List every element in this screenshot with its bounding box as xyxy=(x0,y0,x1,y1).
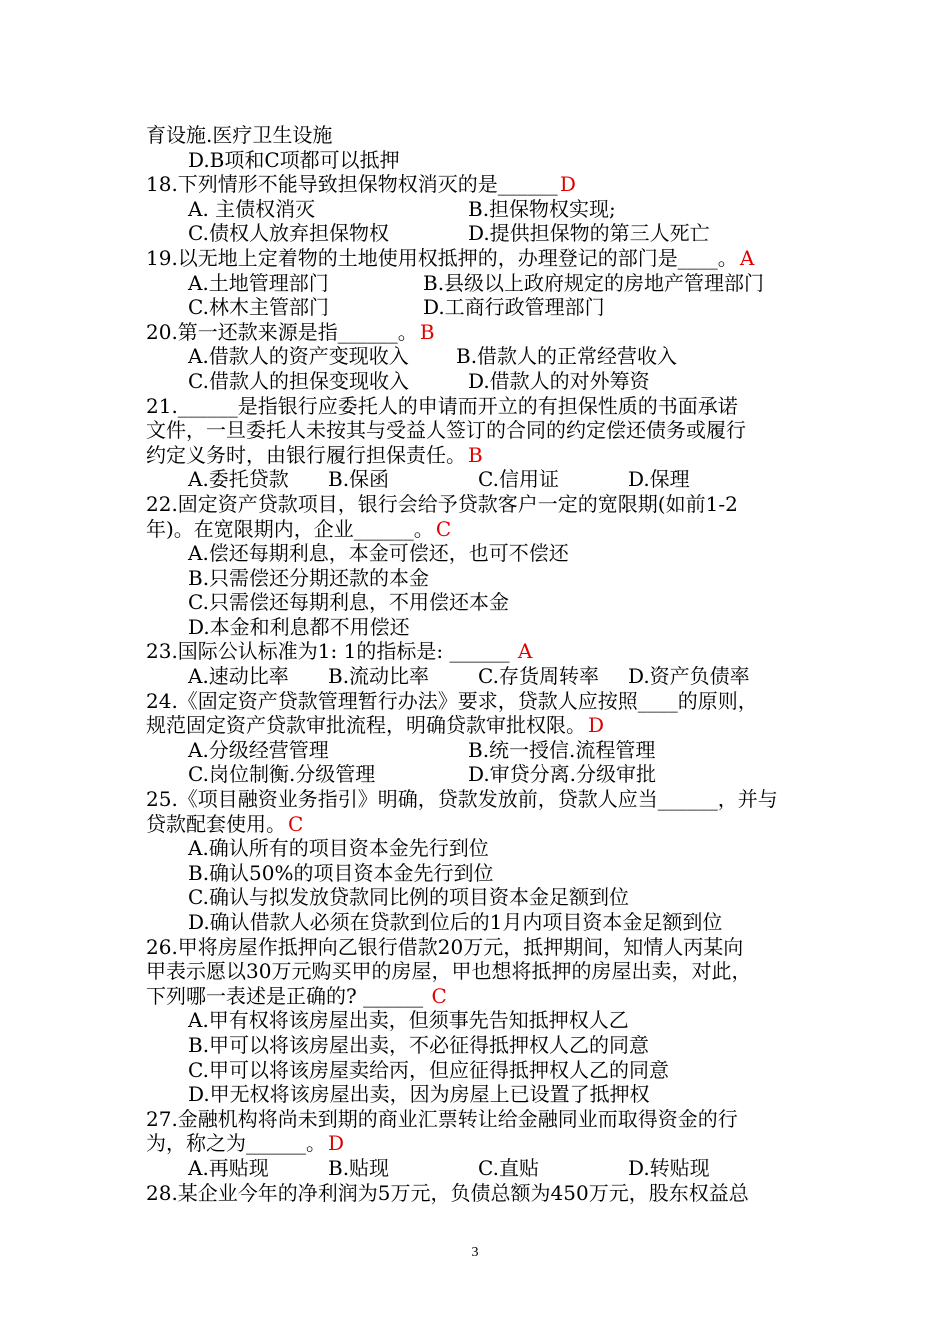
option-b: B.流动比率 xyxy=(328,664,430,689)
option-b: B.担保物权实现; xyxy=(468,196,616,221)
line-text: 28.某企业今年的净利润为5万元，负债总额为450万元，股东权益总 xyxy=(146,1180,749,1205)
option-line xyxy=(146,885,806,910)
answer-key: C xyxy=(435,516,452,541)
text-line xyxy=(146,959,806,984)
option-b: D.审贷分离.分级审批 xyxy=(468,762,657,787)
option-a: C.林木主管部门 xyxy=(188,295,329,320)
question-line xyxy=(146,1131,806,1156)
option-b: B.借款人的正常经营收入 xyxy=(456,344,678,369)
text-line xyxy=(146,935,806,960)
option-text: C.甲可以将该房屋卖给丙，但应征得抵押权人乙的同意 xyxy=(188,1057,669,1082)
option-b: D.借款人的对外筹资 xyxy=(468,368,650,393)
option-row xyxy=(146,221,806,246)
option-a: A. 主债权消灭 xyxy=(188,196,316,221)
question-text: 下列哪一表述是正确的? ______ xyxy=(146,983,430,1008)
option-line xyxy=(146,861,806,886)
option-line xyxy=(146,566,806,591)
question-text: 23.国际公认标准为1: 1的指标是: ______ xyxy=(146,639,516,664)
option-text: A.偿还每期利息，本金可偿还，也可不偿还 xyxy=(188,541,569,566)
answer-key: B xyxy=(419,319,435,344)
option-line xyxy=(146,541,806,566)
option-line xyxy=(146,836,806,861)
answer-key: D xyxy=(559,172,576,197)
question-line xyxy=(146,246,806,271)
option-a: C.债权人放弃担保物权 xyxy=(188,221,389,246)
option-row xyxy=(146,1156,806,1181)
option-b: B.保函 xyxy=(328,467,390,492)
text-line xyxy=(146,1107,806,1132)
answer-key: C xyxy=(431,983,447,1008)
question-text: 规范固定资产贷款审批流程，明确贷款审批权限。 xyxy=(146,713,586,738)
option-text: C.确认与拟发放贷款同比例的项目资本金足额到位 xyxy=(188,885,629,910)
answer-key: C xyxy=(288,811,304,836)
question-line xyxy=(146,812,806,837)
option-a: C.借款人的担保变现收入 xyxy=(188,368,409,393)
option-line xyxy=(146,1033,806,1058)
text-line xyxy=(146,1181,806,1206)
option-row xyxy=(146,344,806,369)
question-line xyxy=(146,713,806,738)
option-d: D.保理 xyxy=(628,467,690,492)
question-text: 19.以无地上定着物的土地使用权抵押的，办理登记的部门是____。 xyxy=(146,245,738,270)
option-line xyxy=(146,1082,806,1107)
option-c: C.存货周转率 xyxy=(478,664,599,689)
option-line xyxy=(146,1058,806,1083)
line-text: 21.______是指银行应委托人的申请而开立的有担保性质的书面承诺 xyxy=(146,393,738,418)
option-c: C.信用证 xyxy=(478,467,559,492)
option-row xyxy=(146,467,806,492)
line-text: 育设施.医疗卫生设施 xyxy=(146,123,333,147)
option-line xyxy=(146,910,806,935)
question-line xyxy=(146,172,806,197)
option-d: D.转贴现 xyxy=(628,1155,710,1180)
option-row xyxy=(146,369,806,394)
option-row xyxy=(146,762,806,787)
option-c: C.直贴 xyxy=(478,1155,539,1180)
question-text: 为，称之为______。 xyxy=(146,1131,326,1156)
option-a: A.分级经营管理 xyxy=(188,737,329,762)
question-text: 18.下列情形不能导致担保物权消灭的是______ xyxy=(146,172,558,197)
line-text: 26.甲将房屋作抵押向乙银行借款20万元，抵押期间，知情人丙某向 xyxy=(146,934,744,959)
option-row xyxy=(146,271,806,296)
question-line xyxy=(146,517,806,542)
option-b: D.工商行政管理部门 xyxy=(423,295,605,320)
text-line xyxy=(146,787,806,812)
question-line xyxy=(146,984,806,1009)
text-line xyxy=(146,689,806,714)
line-text: 25.《项目融资业务指引》明确，贷款发放前，贷款人应当______，并与 xyxy=(146,787,778,812)
question-line xyxy=(146,320,806,345)
option-a: C.岗位制衡.分级管理 xyxy=(188,762,376,787)
answer-key: A xyxy=(739,245,755,270)
option-a: A.速动比率 xyxy=(188,664,289,689)
option-d: D.资产负债率 xyxy=(628,664,750,689)
option-text: D.本金和利息都不用偿还 xyxy=(188,614,410,639)
answer-key: B xyxy=(468,442,483,467)
answer-key: A xyxy=(517,639,533,664)
option-text: B.只需偿还分期还款的本金 xyxy=(188,565,430,590)
option-line xyxy=(146,615,806,640)
option-b: B.县级以上政府规定的房地产管理部门 xyxy=(423,270,765,295)
option-b: B.贴现 xyxy=(328,1155,390,1180)
line-text: 24.《固定资产贷款管理暂行办法》要求，贷款人应按照____的原则， xyxy=(146,688,758,713)
option-text: B.确认50%的项目资本金先行到位 xyxy=(188,860,494,885)
option-a: A.借款人的资产变现收入 xyxy=(188,344,409,369)
option-b: D.提供担保物的第三人死亡 xyxy=(468,221,710,246)
question-text: 年)。在宽限期内，企业______。 xyxy=(146,516,434,541)
option-line xyxy=(146,590,806,615)
question-text: 贷款配套使用。 xyxy=(146,811,286,836)
text-line xyxy=(146,123,806,148)
option-b: B.统一授信.流程管理 xyxy=(468,737,656,762)
option-text: C.只需偿还每期利息，不用偿还本金 xyxy=(188,590,509,615)
text-line xyxy=(146,394,806,419)
option-row xyxy=(146,738,806,763)
option-row xyxy=(146,197,806,222)
option-row xyxy=(146,295,806,320)
option-a: A.再贴现 xyxy=(188,1155,269,1180)
option-text: B.甲可以将该房屋出卖，不必征得抵押权人乙的同意 xyxy=(188,1032,650,1057)
question-text: 约定义务时，由银行履行担保责任。 xyxy=(146,442,466,467)
option-text: D.B项和C项都可以抵押 xyxy=(188,147,400,172)
line-text: 文件，一旦委托人未按其与受益人签订的合同的约定偿还债务或履行 xyxy=(146,418,746,443)
answer-key: D xyxy=(588,713,605,738)
question-line xyxy=(146,443,806,468)
option-text: A.甲有权将该房屋出卖，但须事先告知抵押权人乙 xyxy=(188,1008,629,1033)
option-a: A.土地管理部门 xyxy=(188,270,329,295)
answer-key: D xyxy=(328,1131,345,1156)
line-text: 甲表示愿以30万元购买甲的房屋，甲也想将抵押的房屋出卖，对此， xyxy=(146,959,752,984)
question-line xyxy=(146,639,806,664)
option-line xyxy=(146,148,806,173)
option-row xyxy=(146,664,806,689)
document-body xyxy=(146,123,806,1205)
line-text: 22.固定资产贷款项目，银行会给予贷款客户一定的宽限期(如前1-2 xyxy=(146,491,738,516)
question-text: 20.第一还款来源是指______。 xyxy=(146,319,418,344)
option-text: D.甲无权将该房屋出卖，因为房屋上已设置了抵押权 xyxy=(188,1082,650,1107)
option-text: A.确认所有的项目资本金先行到位 xyxy=(188,836,489,861)
text-line xyxy=(146,418,806,443)
option-text: D.确认借款人必须在贷款到位后的1月内项目资本金足额到位 xyxy=(188,910,723,934)
page-number: 3 xyxy=(471,1245,479,1260)
option-line xyxy=(146,1008,806,1033)
option-a: A.委托贷款 xyxy=(188,467,289,492)
line-text: 27.金融机构将尚未到期的商业汇票转让给金融同业而取得资金的行 xyxy=(146,1106,738,1131)
text-line xyxy=(146,492,806,517)
